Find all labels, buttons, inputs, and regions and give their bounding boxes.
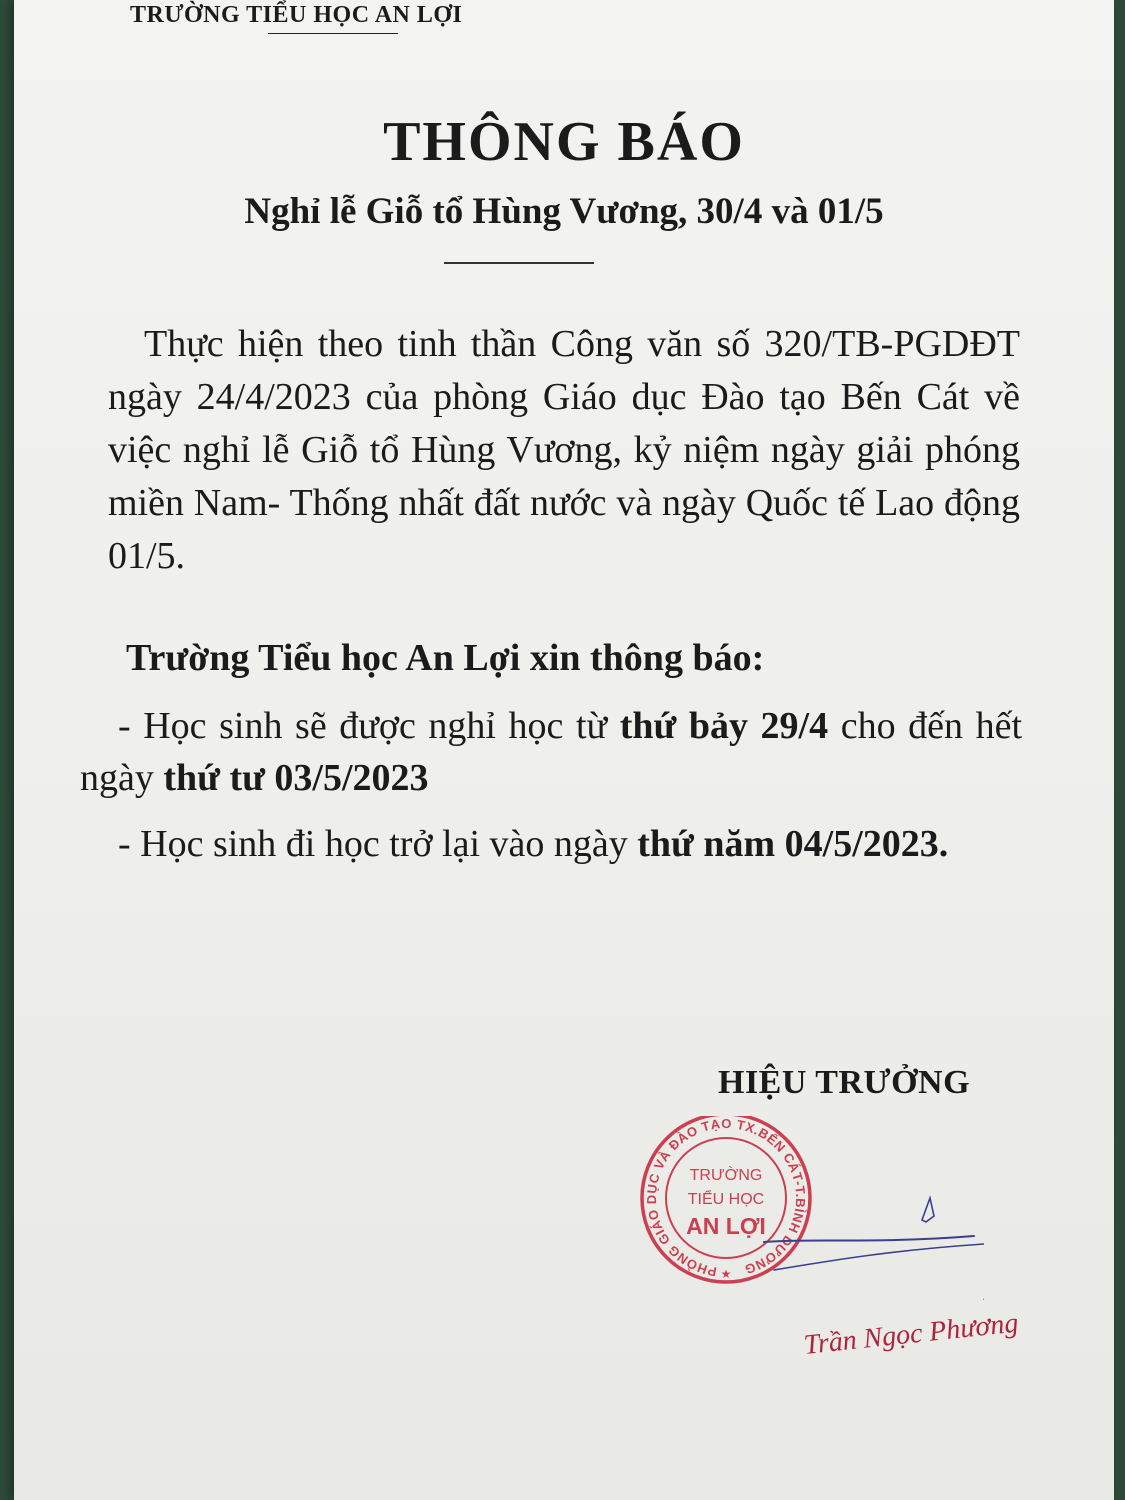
notice-item-1 bbox=[80, 700, 1022, 804]
document-title: THÔNG BÁO bbox=[383, 111, 745, 173]
signature-title: HIỆU TRƯỞNG bbox=[718, 1064, 971, 1101]
body-paragraph: Thực hiện theo tinh thần Công văn số 320/TB-PGDĐT ngày 24/4/2023 của phòng Giáo dục Đào tạo Bến Cát về việc nghỉ lễ Giỗ tổ Hùng Vương, kỷ niệm ngày giải phóng miền Nam- Thống nhất đất nước và ngày Quốc tế Lao động 01/5. bbox=[108, 323, 1020, 577]
stamp-line-3: AN LỢI bbox=[686, 1213, 766, 1239]
stamp-ring-text: PHÒNG GIÁO DỤC VÀ ĐÀO TẠO TX.BẾN CÁT-T.BÌNH DƯƠNG bbox=[643, 1116, 809, 1280]
signer-name: Trần Ngọc Phương bbox=[802, 1307, 1020, 1361]
stamp-line-2: TIỂU HỌC bbox=[687, 1191, 765, 1208]
notice-item-2-prefix: - Học sinh đi học trở lại vào ngày bbox=[118, 823, 638, 865]
school-header: TRƯỜNG TIỂU HỌC AN LỢI bbox=[130, 2, 463, 28]
notice-item-2 bbox=[80, 818, 1022, 870]
document-page bbox=[14, 0, 1114, 1500]
stamp-line-1: TRƯỜNG bbox=[689, 1167, 763, 1184]
handwritten-signature bbox=[754, 1190, 984, 1310]
notice-item-1-prefix: - Học sinh sẽ được nghỉ học từ bbox=[118, 705, 620, 747]
title-divider bbox=[444, 262, 594, 264]
announcement-heading: Trường Tiểu học An Lợi xin thông báo: bbox=[126, 637, 765, 679]
school-header-underline bbox=[268, 33, 398, 34]
stamp-star-icon: ★ bbox=[720, 1267, 732, 1281]
notice-item-1-middle: cho đến hết ngày bbox=[80, 705, 1022, 799]
notice-item-1-start-date: thứ bảy 29/4 bbox=[619, 705, 829, 747]
notice-item-2-return-date: thứ năm 04/5/2023. bbox=[637, 823, 949, 865]
notice-item-1-end-date: thứ tư 03/5/2023 bbox=[163, 757, 429, 799]
document-subtitle: Nghỉ lễ Giỗ tổ Hùng Vương, 30/4 và 01/5 bbox=[244, 191, 884, 232]
